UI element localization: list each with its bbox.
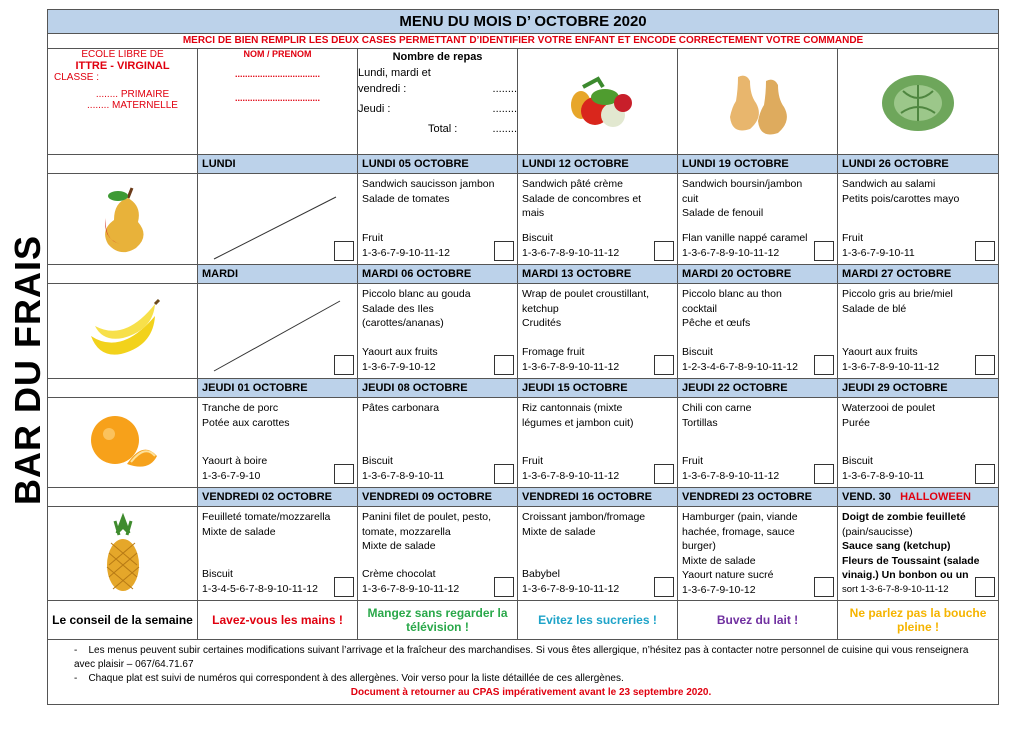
week1-head-3: LUNDI 19 OCTOBRE: [678, 155, 838, 174]
week2-head-spacer: [48, 265, 198, 284]
notes-box: [48, 640, 999, 705]
school-box: [48, 49, 198, 155]
week1-cell-4: [838, 174, 999, 265]
allergens: 1-3-6-7-8-9-10-11-12: [682, 469, 780, 482]
week3-cell-3: [678, 398, 838, 488]
menu-line: Mixte de salade: [362, 540, 436, 552]
advice-label: Le conseil de la semaine: [48, 601, 198, 640]
menu-line: Wrap de poulet croustillant,: [522, 288, 650, 300]
menu-line: Potée aux carottes: [202, 416, 290, 429]
week3-checkbox-0[interactable]: [334, 464, 354, 484]
menu-line: Crudités: [522, 317, 562, 329]
allergens: 1-3-6-7-8-9-10-11-12: [362, 582, 460, 595]
sidebar-title: [8, 180, 48, 560]
menu-line: sort 1-3-6-7-8-9-10-11-12: [842, 583, 949, 595]
dessert: Fromage fruit: [522, 346, 585, 358]
week3-checkbox-1[interactable]: [494, 464, 514, 484]
butternut-squash-icon: [718, 67, 798, 137]
menu-line: cuit: [682, 192, 699, 205]
week2-head-0: MARDI: [198, 265, 358, 284]
dessert: Yaourt aux fruits: [362, 346, 438, 358]
week3-cell-1: [358, 398, 518, 488]
week4-checkbox-3[interactable]: [814, 577, 834, 597]
school-name: ITTRE - VIRGINAL: [75, 60, 170, 72]
menu-line: Fleurs de Toussaint (salade: [842, 554, 980, 567]
week1-head-1: LUNDI 05 OCTOBRE: [358, 155, 518, 174]
allergens: 1-3-6-7-8-9-10-11-12: [522, 246, 620, 259]
instruction-banner: MERCI DE BIEN REMPLIR LES DEUX CASES PERMETTANT D’IDENTIFIER VOTRE ENFANT ET ENCODE CORRECTEMENT VOTRE COMMANDE: [48, 34, 999, 49]
week3-head-3: JEUDI 22 OCTOBRE: [678, 379, 838, 398]
allergens: 1-3-6-7-8-9-10-11-12: [522, 469, 620, 482]
week3-checkbox-4[interactable]: [975, 464, 995, 484]
menu-line: Salade de concombres et: [522, 192, 642, 205]
week4-head-4-label: VEND. 30: [842, 491, 891, 503]
week4-head-2: VENDREDI 16 OCTOBRE: [518, 488, 678, 507]
menu-line: (pain/saucisse): [842, 525, 913, 538]
advice-row: [48, 601, 999, 640]
week1-head-4: LUNDI 26 OCTOBRE: [838, 155, 999, 174]
menu-line: Croissant jambon/fromage: [522, 511, 646, 523]
pineapple-icon: [93, 513, 153, 595]
menu-line: Piccolo blanc au gouda: [362, 288, 471, 300]
dessert: Yaourt aux fruits: [842, 346, 918, 358]
menu-line: Purée: [842, 416, 871, 429]
week4-head-3: VENDREDI 23 OCTOBRE: [678, 488, 838, 507]
name-label: NOM / PRENOM: [243, 49, 312, 59]
week1-checkbox-1[interactable]: [494, 241, 514, 261]
menu-line: Yaourt nature sucré: [682, 569, 774, 581]
menu-line: Mixte de salade: [682, 554, 756, 567]
dessert: Biscuit: [682, 346, 713, 358]
week2-head-2: MARDI 13 OCTOBRE: [518, 265, 678, 284]
menu-line: Salade de tomates: [362, 192, 450, 205]
menu-line: Tortillas: [682, 416, 718, 429]
week1-checkbox-0[interactable]: [334, 241, 354, 261]
name-line-2[interactable]: ..................................: [234, 93, 321, 103]
week4-checkbox-4[interactable]: [975, 577, 995, 597]
menu-line: Salade de blé: [842, 302, 907, 315]
week1-cell-3: [678, 174, 838, 265]
week1-head-2: LUNDI 12 OCTOBRE: [518, 155, 678, 174]
menu-line: Pâtes carbonara: [362, 402, 440, 414]
week3-checkbox-3[interactable]: [814, 464, 834, 484]
advice-2: Mangez sans regarder la télévision !: [358, 601, 518, 640]
banana-cell: [48, 284, 198, 379]
menu-line: Sandwich saucisson jambon: [362, 178, 495, 190]
name-box[interactable]: [198, 49, 358, 155]
page-title: MENU DU MOIS D’ OCTOBRE 2020: [48, 10, 999, 34]
dessert: Yaourt à boire: [202, 455, 268, 467]
menu-line: vinaig.) Un bonbon ou un: [842, 569, 969, 581]
note-1-text: Les menus peuvent subir certaines modifications suivant l’arrivage et la fraîcheur des marchandises. Si vous êtes allergique, n’hésitez pas à contacter notre personnel de cuisine qui vous renseignera avec plaisir – 067/64.71.67: [74, 645, 969, 670]
week2-head-4: MARDI 27 OCTOBRE: [838, 265, 999, 284]
return-deadline: Document à retourner au CPAS impérativement avant le 23 septembre 2020.: [350, 687, 712, 698]
allergens: 1-3-6-7-8-9-10-11: [362, 469, 445, 482]
week3-head-1: JEUDI 08 OCTOBRE: [358, 379, 518, 398]
note-2-text: Chaque plat est suivi de numéros qui correspondent à des allergènes. Voir verso pour la liste détaillée de ces allergènes.: [88, 673, 624, 684]
allergens: 1-3-6-7-8-9-10-11-12: [842, 360, 940, 373]
halloween-label: HALLOWEEN: [900, 491, 971, 503]
week2-checkbox-3[interactable]: [814, 355, 834, 375]
menu-line: Piccolo gris au brie/miel: [842, 288, 953, 300]
meal-count-l1: Lundi, mardi et: [358, 67, 431, 79]
menu-line: Hamburger (pain, viande: [682, 511, 798, 523]
allergens: 1-3-6-7-8-9-10-11-12: [682, 246, 780, 259]
week4-head-1: VENDREDI 09 OCTOBRE: [358, 488, 518, 507]
orange-cell: [48, 398, 198, 488]
sidebar-title-text: BAR DU FRAIS: [7, 235, 48, 505]
menu-line: légumes et jambon cuit): [522, 416, 634, 429]
week3-head-0: JEUDI 01 OCTOBRE: [198, 379, 358, 398]
menu-line: Petits pois/carottes mayo: [842, 192, 960, 205]
menu-line: Mixte de salade: [522, 525, 596, 538]
banana-icon: [83, 296, 163, 366]
pear-icon: [88, 184, 158, 254]
menu-line: Sandwich pâté crème: [522, 178, 623, 190]
meal-count-header: Nombre de repas: [392, 51, 483, 63]
week2-checkbox-4[interactable]: [975, 355, 995, 375]
dessert: Biscuit: [842, 455, 873, 467]
cabbage-icon: [873, 67, 963, 137]
vegetables-cell: [518, 49, 678, 155]
dessert: Flan vanille nappé caramel: [682, 232, 808, 244]
week4-cell-2: [518, 507, 678, 601]
school-line1: ECOLE LIBRE DE: [81, 49, 164, 60]
cabbage-cell: [838, 49, 999, 155]
pear-cell: [48, 174, 198, 265]
note-1: - Les menus peuvent subir certaines modifications suivant l’arrivage et la fraîcheur des marchandises. Si vous êtes allergique, n’hésitez pas à contacter notre personnel de cuisine qui vous renseignera avec plaisir – 067/64.71.67: [74, 645, 969, 670]
menu-line: Sauce sang (ketchup): [842, 540, 951, 552]
menu-sheet: [47, 9, 998, 705]
menu-line: Piccolo blanc au thon: [682, 288, 782, 300]
allergens: 1-3-6-7-8-9-10-11-12: [522, 360, 620, 373]
allergens: 1-3-6-7-9-10-11-12: [362, 246, 450, 259]
menu-line: Waterzooi de poulet: [842, 402, 935, 414]
week4-head-0: VENDREDI 02 OCTOBRE: [198, 488, 358, 507]
dessert: Fruit: [682, 455, 703, 467]
week4-head-4: [838, 488, 999, 507]
week4-checkbox-1[interactable]: [494, 577, 514, 597]
orange-icon: [83, 408, 163, 478]
menu-line: cocktail: [682, 302, 718, 315]
week1-cell-0: [198, 174, 358, 265]
pineapple-cell: [48, 507, 198, 601]
menu-line: Sandwich au salami: [842, 178, 936, 190]
menu-line: Salade des Iles: [362, 302, 434, 315]
menu-line: mais: [522, 207, 545, 219]
week1-cell-1: [358, 174, 518, 265]
week3-cell-2: [518, 398, 678, 488]
primaire-option[interactable]: ........ PRIMAIRE: [95, 89, 170, 100]
menu-line: Salade de fenouil: [682, 207, 764, 219]
allergens: 1-3-6-7-8-9-10-11-12: [522, 582, 620, 595]
menu-line: hachée, fromage, sauce: [682, 525, 795, 538]
menu-line: Feuilleté tomate/mozzarella: [202, 511, 331, 523]
week2-checkbox-0[interactable]: [334, 355, 354, 375]
week4-cell-0: [198, 507, 358, 601]
maternelle-option[interactable]: ........ MATERNELLE: [87, 100, 178, 111]
allergens: 1-3-6-7-9-10-11: [842, 246, 915, 259]
menu-line: Riz cantonnais (mixte: [522, 402, 623, 414]
menu-line: Doigt de zombie feuilleté: [842, 511, 966, 523]
week2-cell-3: [678, 284, 838, 379]
week3-head-2: JEUDI 15 OCTOBRE: [518, 379, 678, 398]
week2-head-1: MARDI 06 OCTOBRE: [358, 265, 518, 284]
week3-head-spacer: [48, 379, 198, 398]
week4-checkbox-0[interactable]: [334, 577, 354, 597]
week3-checkbox-2[interactable]: [654, 464, 674, 484]
advice-4: Buvez du lait !: [678, 601, 838, 640]
menu-line: tomate, mozzarella: [362, 525, 451, 538]
week2-checkbox-2[interactable]: [654, 355, 674, 375]
week1-checkbox-4[interactable]: [975, 241, 995, 261]
advice-1: Lavez-vous les mains !: [198, 601, 358, 640]
meal-count-l3: Jeudi :: [358, 103, 391, 115]
menu-line: Mixte de salade: [202, 525, 276, 538]
week2-cell-1: [358, 284, 518, 379]
week3-head-4: JEUDI 29 OCTOBRE: [838, 379, 999, 398]
allergens: 1-2-3-4-6-7-8-9-10-11-12: [682, 360, 798, 373]
week1-head-spacer: [48, 155, 198, 174]
menu-line: Pêche et œufs: [682, 317, 751, 329]
dessert: Babybel: [522, 568, 560, 580]
menu-table: [47, 9, 999, 705]
week2-checkbox-1[interactable]: [494, 355, 514, 375]
allergens: 1-3-4-5-6-7-8-9-10-11-12: [202, 582, 318, 595]
week4-head-spacer: [48, 488, 198, 507]
menu-line: burger): [682, 540, 716, 552]
meal-count-total-field[interactable]: ........: [492, 123, 517, 135]
week4-checkbox-2[interactable]: [654, 577, 674, 597]
classe-label: CLASSE :: [54, 72, 100, 83]
week4-cell-1: [358, 507, 518, 601]
week1-checkbox-2[interactable]: [654, 241, 674, 261]
name-line-1[interactable]: ..................................: [234, 69, 321, 79]
allergens: 1-3-6-7-9-10: [202, 469, 261, 482]
vegetables-icon: [553, 67, 643, 137]
meal-count-l2-field[interactable]: ........: [492, 83, 517, 95]
week3-cell-4: [838, 398, 999, 488]
advice-5: Ne parlez pas la bouche pleine !: [838, 601, 999, 640]
week1-checkbox-3[interactable]: [814, 241, 834, 261]
allergens: 1-3-6-7-9-10-12: [362, 360, 436, 373]
menu-line: ketchup: [522, 302, 559, 315]
week4-cell-3: [678, 507, 838, 601]
week1-cell-2: [518, 174, 678, 265]
meal-count-box: [358, 49, 518, 155]
meal-count-l2: vendredi :: [358, 83, 407, 95]
dessert: Fruit: [522, 455, 543, 467]
dessert: Biscuit: [202, 568, 233, 580]
allergens: 1-3-6-7-8-9-10-11: [842, 469, 925, 482]
week3-cell-0: [198, 398, 358, 488]
meal-count-l3-field[interactable]: ........: [492, 103, 517, 115]
week2-head-3: MARDI 20 OCTOBRE: [678, 265, 838, 284]
dessert: Biscuit: [522, 232, 553, 244]
menu-line: Sandwich boursin/jambon: [682, 178, 803, 190]
menu-line: Panini filet de poulet, pesto,: [362, 511, 492, 523]
squash-cell: [678, 49, 838, 155]
advice-3: Evitez les sucreries !: [518, 601, 678, 640]
dessert: Crème chocolat: [362, 568, 436, 580]
meal-count-total: Total :: [428, 123, 458, 135]
note-2: - Chaque plat est suivi de numéros qui correspondent à des allergènes. Voir verso pour la liste détaillée de ces allergènes.: [74, 673, 624, 684]
dessert: Biscuit: [362, 455, 393, 467]
week2-cell-4: [838, 284, 999, 379]
menu-line: (carottes/ananas): [362, 317, 444, 329]
dessert: Fruit: [362, 232, 383, 244]
dessert: Fruit: [842, 232, 863, 244]
week2-cell-0: [198, 284, 358, 379]
menu-line: Tranche de porc: [202, 402, 279, 414]
week2-cell-2: [518, 284, 678, 379]
allergens: 1-3-6-7-9-10-12: [682, 583, 756, 596]
week1-head-0: LUNDI: [198, 155, 358, 174]
menu-line: Chili con carne: [682, 402, 752, 414]
week4-cell-4: [838, 507, 999, 601]
